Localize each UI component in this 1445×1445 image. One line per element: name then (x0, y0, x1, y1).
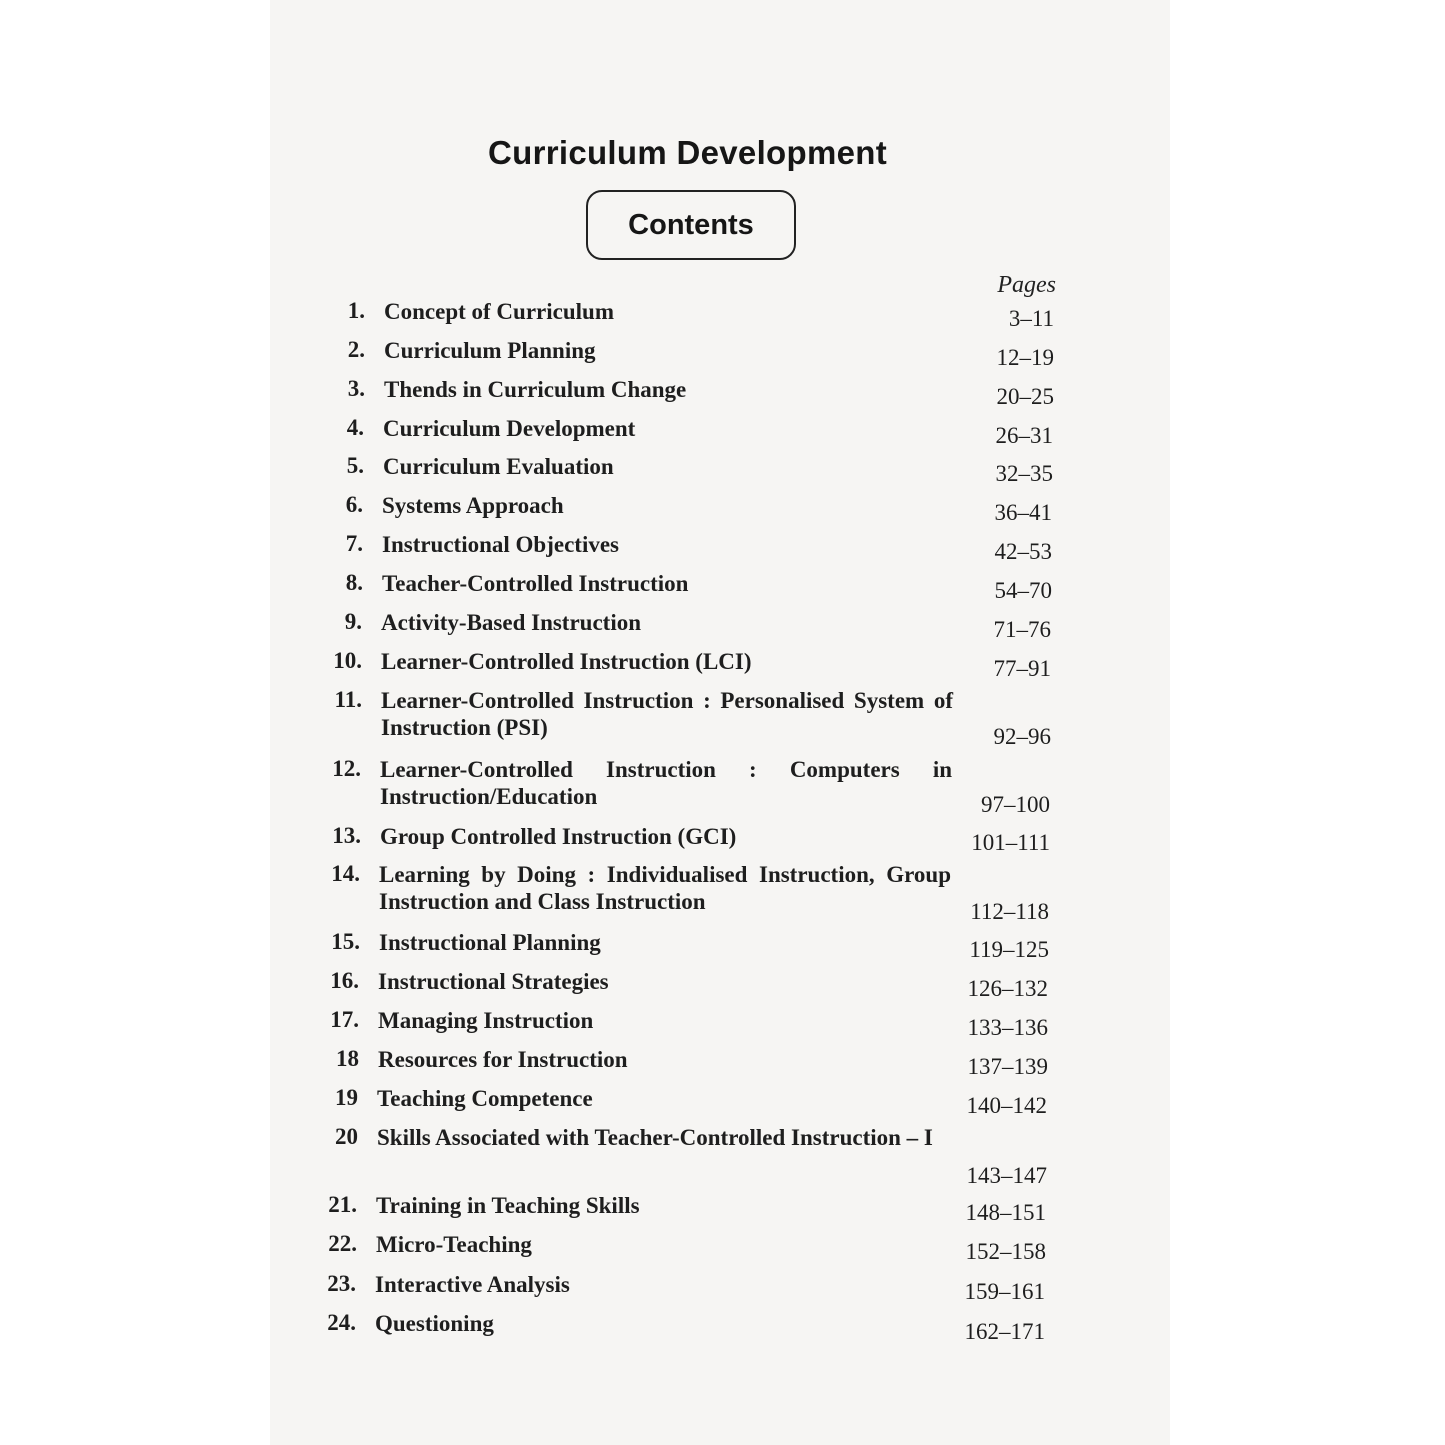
toc-entry-number: 12. (332, 756, 361, 781)
toc-entry-pages: 119–125 (969, 937, 1049, 962)
toc-entry-title: Interactive Analysis (375, 1272, 570, 1297)
toc-entry-pages: 162–171 (964, 1319, 1045, 1344)
toc-entry-pages: 77–91 (993, 656, 1051, 681)
toc-entry-title: Learner-Controlled Instruction (LCI) (381, 649, 752, 674)
toc-entry-title: Learning by Doing : Individualised Instruction, Group Instruction and Class Instruction (379, 862, 951, 914)
toc-entry-title: Curriculum Development (383, 416, 636, 441)
toc-entry-pages: 42–53 (994, 539, 1052, 564)
toc-entry-number: 17. (330, 1007, 359, 1032)
toc-entry-title: Instructional Planning (379, 930, 601, 955)
toc-entry-title: Group Controlled Instruction (GCI) (380, 824, 737, 849)
toc-entry-title: Skills Associated with Teacher-Controlled Instruction – I (377, 1125, 933, 1150)
toc-entry-pages: 133–136 (967, 1015, 1048, 1040)
toc-entry-title: Training in Teaching Skills (376, 1193, 640, 1218)
toc-entry-number: 5. (346, 453, 364, 478)
toc-entry-number: 15. (331, 929, 360, 954)
toc-entry-pages: 159–161 (964, 1279, 1045, 1304)
toc-entry-number: 11. (334, 687, 362, 712)
toc-entry-pages: 126–132 (967, 976, 1048, 1001)
toc-entry-number: 22. (328, 1231, 357, 1256)
toc-entry-title: Curriculum Planning (384, 338, 596, 363)
toc-entry-pages: 3–11 (1008, 306, 1054, 331)
toc-entry-title: Managing Instruction (378, 1008, 594, 1033)
toc-entry-number: 10. (333, 648, 362, 673)
toc-entry-pages: 26–31 (995, 423, 1053, 448)
toc-entry-pages: 143–147 (966, 1163, 1047, 1188)
toc-entry-pages: 152–158 (965, 1239, 1046, 1264)
toc-entry-title: Instructional Objectives (382, 532, 620, 557)
toc-entry-number: 8. (345, 570, 363, 595)
toc-entry-number: 13. (332, 823, 361, 848)
toc-entry-title: Instructional Strategies (378, 969, 609, 994)
toc-entry-pages: 140–142 (966, 1093, 1047, 1118)
toc-entry-number: 21. (328, 1192, 357, 1217)
toc-entry-pages: 92–96 (993, 724, 1051, 749)
toc-entry-pages: 97–100 (981, 792, 1050, 817)
toc-entry-number: 7. (345, 531, 363, 556)
toc-entry-pages: 32–35 (995, 461, 1053, 486)
toc-entry-title: Activity-Based Instruction (381, 610, 642, 635)
toc-entry-title: Learner-Controlled Instruction : Computers in Instruction/Education (380, 757, 952, 809)
toc-entry-number: 14. (331, 861, 360, 886)
toc-entry-pages: 137–139 (967, 1054, 1048, 1079)
toc-entry-pages: 148–151 (965, 1200, 1046, 1225)
toc-entry-title: Concept of Curriculum (384, 299, 614, 324)
toc-entry-title: Learner-Controlled Instruction : Personalised System of Instruction (PSI) (381, 688, 953, 740)
toc-entry-number: 3. (347, 376, 365, 401)
toc-entry-title: Curriculum Evaluation (383, 454, 614, 479)
toc-entry-number: 23. (327, 1271, 356, 1296)
toc-entry-pages: 36–41 (994, 500, 1052, 525)
toc-entry-title: Systems Approach (382, 493, 564, 518)
toc-entry-title: Thends in Curriculum Change (384, 377, 687, 402)
toc-entry-number: 24. (327, 1310, 356, 1335)
toc-entry-number: 1. (347, 298, 365, 323)
contents-heading: Contents (586, 190, 796, 260)
toc-entry-number: 20 (335, 1124, 358, 1149)
toc-entry-number: 19 (335, 1085, 358, 1110)
toc-entry-pages: 12–19 (996, 345, 1054, 370)
toc-entry-title: Micro-Teaching (376, 1232, 532, 1257)
book-title: Curriculum Development (487, 134, 887, 171)
pages-column-header: Pages (997, 272, 1056, 298)
toc-entry-title: Resources for Instruction (378, 1047, 628, 1072)
toc-entry-pages: 54–70 (994, 578, 1052, 603)
toc-entry-number: 6. (345, 492, 363, 517)
toc-entry-number: 9. (344, 609, 362, 634)
toc-entry-pages: 101–111 (971, 830, 1050, 855)
toc-entry-title: Questioning (375, 1311, 494, 1336)
toc-entry-title: Teaching Competence (377, 1086, 593, 1111)
toc-entry-number: 18 (336, 1046, 359, 1071)
toc-entry-number: 2. (347, 337, 365, 362)
toc-entry-title: Teacher-Controlled Instruction (382, 571, 689, 596)
toc-entry-number: 16. (330, 968, 359, 993)
toc-entry-pages: 20–25 (996, 384, 1054, 409)
toc-entry-number: 4. (346, 415, 364, 440)
toc-entry-pages: 112–118 (970, 899, 1049, 924)
toc-entry-pages: 71–76 (993, 617, 1051, 642)
